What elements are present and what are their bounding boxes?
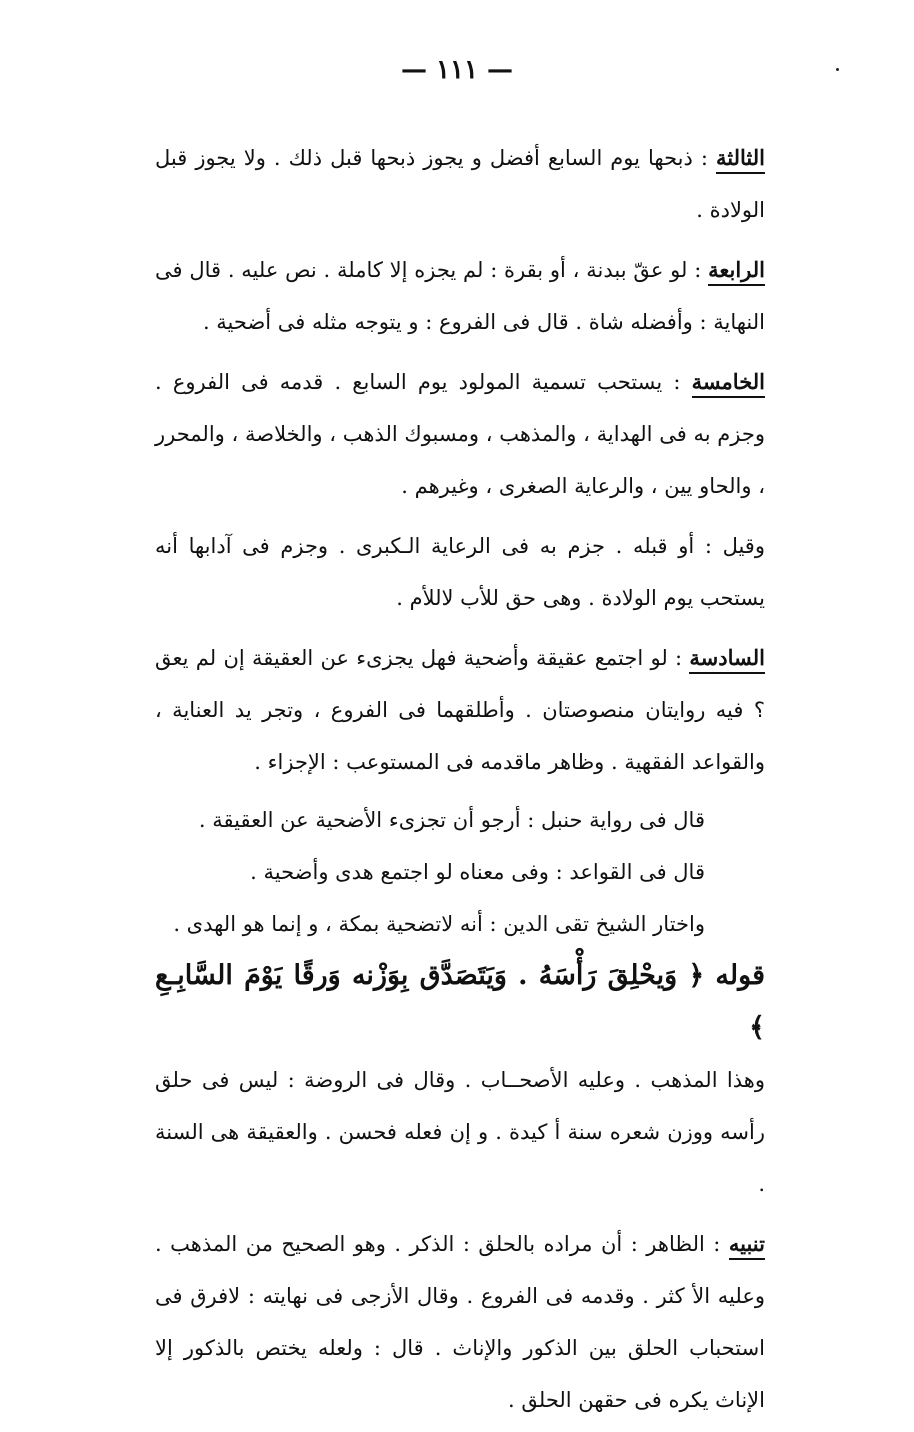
paragraph-text: لو عقّ ببدنة ، أو بقرة : لم يجزه إلا كاملة . نص عليه . قال فى النهاية : وأفضله شاة . قال فى الفروع : و يتوجه مثله فى أضحية . [155, 258, 765, 334]
label-separator: : [662, 370, 692, 394]
page-number: — ١١١ — [400, 55, 514, 85]
paragraph-tanbih [155, 1218, 765, 1426]
indented-line: قال فى رواية حنبل : أرجو أن تجزىء الأضحية عن العقيقة . [198, 808, 705, 832]
paragraph-label: الثالثة [716, 145, 765, 174]
paragraph-sixth [155, 632, 765, 788]
page-content [155, 132, 765, 1432]
paragraph-text: يستحب تسمية المولود يوم السابع . قدمه فى الفروع . وجزم به فى الهداية ، والمذهب ، ومسبوك الذهب ، والخلاصة ، والمحرر ، والحاو يين ، والرعاية الصغرى ، وغيرهم . [155, 370, 765, 498]
paragraph-text: وقيل : أو قبله . جزم به فى الرعاية الـكبرى . وجزم فى آدابها أنه يستحب يوم الولادة . وهى حق للأب لاللأم . [155, 534, 765, 610]
quran-line: قوله ﴿ وَيحْلِقَ رَأْسَهُ . وَيَتَصَدَّق بِوَزْنه وَرقًا يَوْمَ السَّابِـعِ ﴾ [155, 960, 765, 1043]
paragraph-label: السادسة [689, 645, 765, 674]
indented-line: قال فى القواعد : وفى معناه لو اجتمع هدى وأضحية . [250, 860, 705, 884]
label-separator: : [687, 258, 709, 282]
speck-mark [836, 68, 839, 71]
paragraph-madhhab: وهذا المذهب . وعليه الأصحــاب . وقال فى الروضة : ليس فى حلق رأسه ووزن شعره سنة أ كيدة . و إن فعله فحسن . والعقيقة هى السنة . [155, 1068, 765, 1196]
label-separator: : [704, 1232, 729, 1256]
paragraph-label: تنبيه [729, 1231, 765, 1260]
paragraph-text: ذبحها يوم السابع أفضل و يجوز ذبحها قبل ذلك . ولا يجوز قبل الولادة . [155, 146, 765, 222]
paragraph-fifth [155, 356, 765, 512]
paragraph-fourth [155, 244, 765, 348]
paragraph-qila [155, 520, 765, 624]
paragraph-text: لو اجتمع عقيقة وأضحية فهل يجزىء عن العقيقة إن لم يعق ؟ فيه روايتان منصوصتان . وأطلقهما فى الفروع ، وتجر يد العناية ، والقواعد الفقهية . وظاهر ماقدمه فى المستوعب : الإجزاء . [155, 646, 765, 774]
indented-line: واختار الشيخ تقى الدين : أنه لاتضحية بمكة ، و إنما هو الهدى . [173, 912, 705, 936]
paragraph-text: الظاهر : أن مراده بالحلق : الذكر . وهو الصحيح من المذهب . وعليه الأ كثر . وقدمه فى الفروع . وقال الأزجى فى نهايته : لافرق فى استحباب الحلق بين الذكور والإناث . قال : ولعله يختص بالذكور إلا الإناث يكره فى حقهن الحلق . [155, 1232, 765, 1412]
paragraph-label: الخامسة [692, 369, 765, 398]
paragraph-third [155, 132, 765, 236]
label-separator: : [667, 646, 690, 670]
label-separator: : [692, 146, 717, 170]
paragraph-label: الرابعة [708, 257, 765, 286]
